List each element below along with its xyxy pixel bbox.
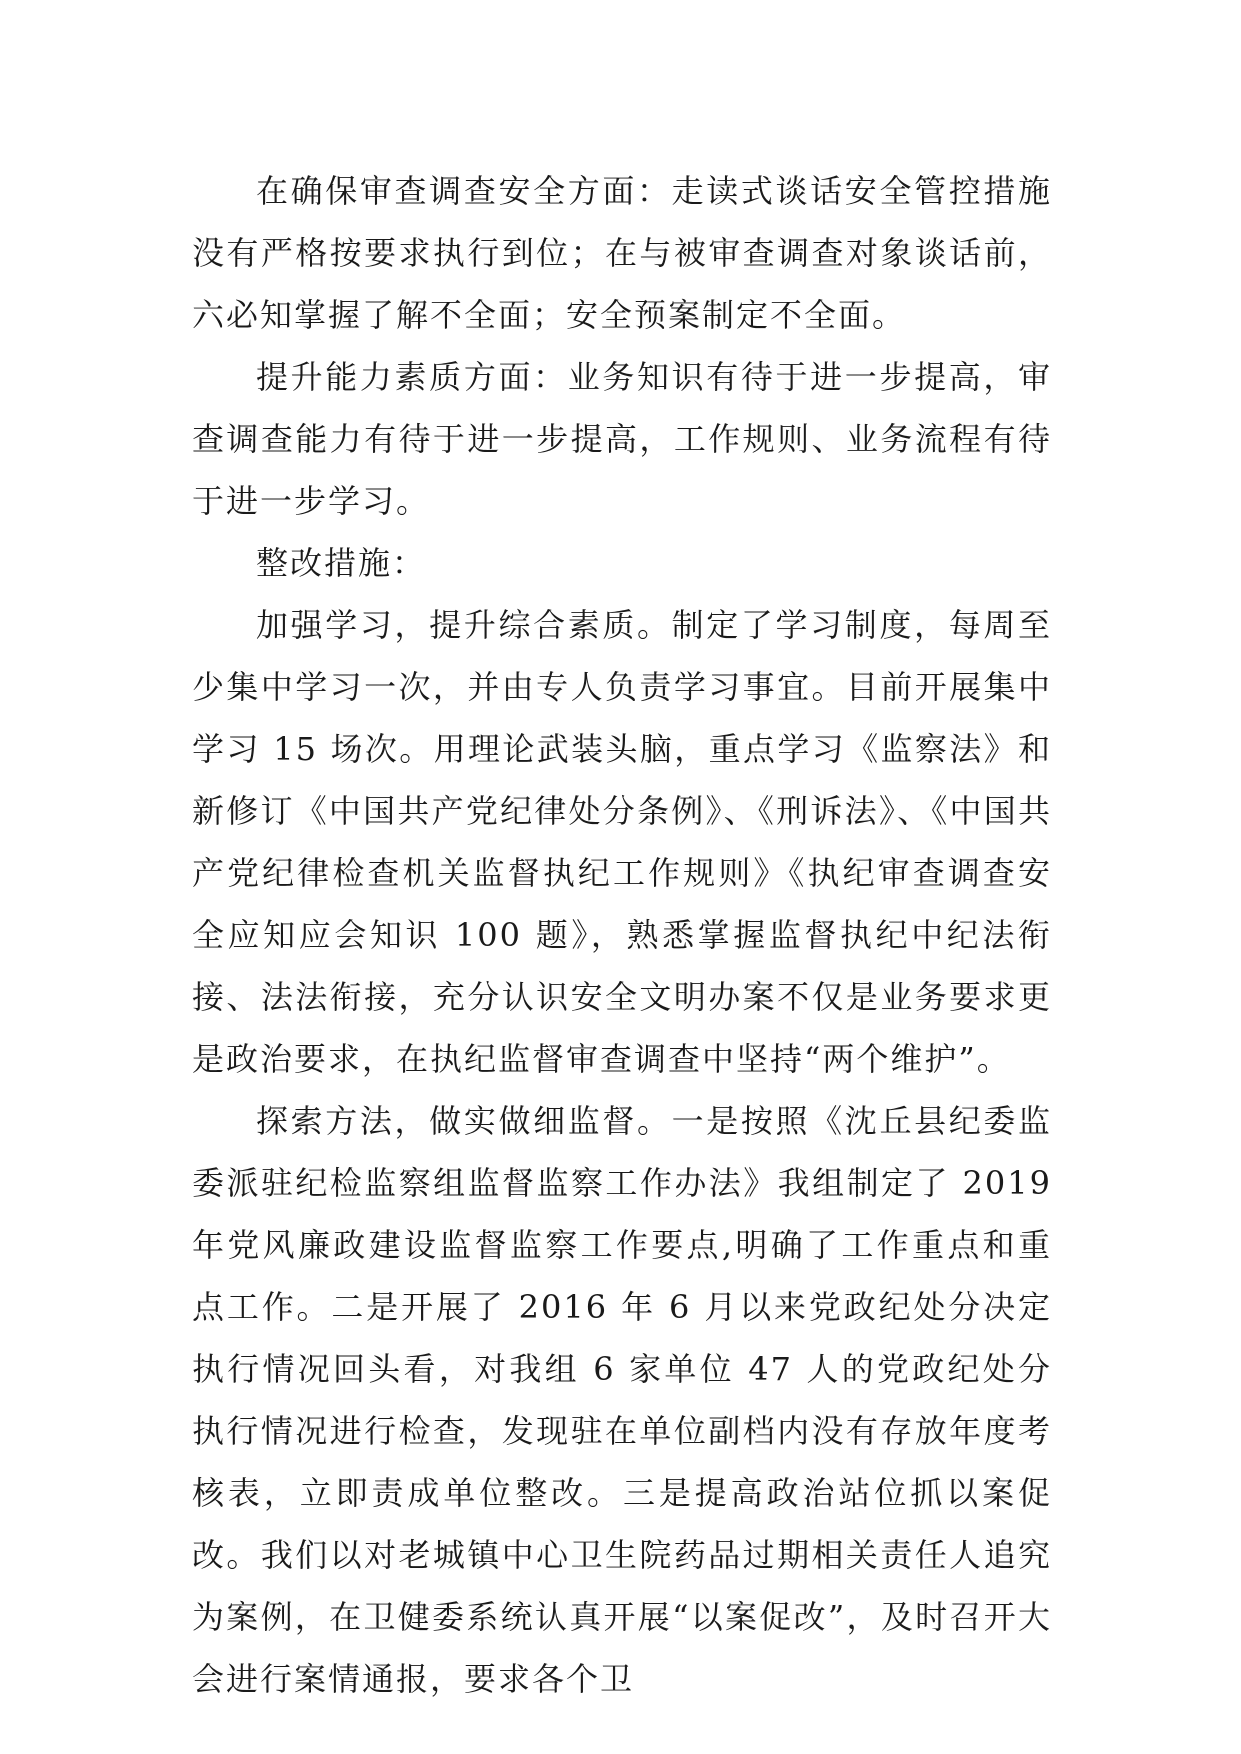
paragraph-safety-issues: 在确保审查调查安全方面：走读式谈话安全管控措施没有严格按要求执行到位；在与被审查调查对象谈话前，六必知掌握了解不全面；安全预案制定不全面。 [192, 172, 1052, 334]
paragraph-rectification-heading: 整改措施： [256, 544, 427, 582]
paragraph-strengthen-learning: 加强学习，提升综合素质。制定了学习制度，每周至少集中学习一次，并由专人负责学习事宜。目前开展集中学习 15 场次。用理论武装头脑，重点学习《监察法》和新修订《中国共产党纪律处分条例》、《刑诉法》、《中国共产党纪律检查机关监督执纪工作规则》《执纪审查调查安全应知应会知识 100 题》，熟悉掌握监督执纪中纪法衔接、法法衔接，充分认识安全文明办案不仅是业务要求更是政治要求，在执纪监督审查调查中坚持“两个维护”。 [192, 606, 1052, 1078]
paragraph-explore-methods: 探索方法，做实做细监督。一是按照《沈丘县纪委监委派驻纪检监察组监督监察工作办法》我组制定了 2019 年党风廉政建设监督监察工作要点,明确了工作重点和重点工作。二是开展了 2016 年 6 月以来党政纪处分决定执行情况回头看，对我组 6 家单位 47 人的党政纪处分执行情况进行检查，发现驻在单位副档内没有存放年度考核表，立即责成单位整改。三是提高政治站位抓以案促改。我们以对老城镇中心卫生院药品过期相关责任人追究为案例，在卫健委系统认真开展“以案促改”，及时召开大会进行案情通报，要求各个卫 [192, 1102, 1052, 1698]
paragraph-capability-issues: 提升能力素质方面：业务知识有待于进一步提高，审查调查能力有待于进一步提高，工作规则、业务流程有待于进一步学习。 [192, 358, 1052, 520]
document-body [192, 160, 1052, 1710]
